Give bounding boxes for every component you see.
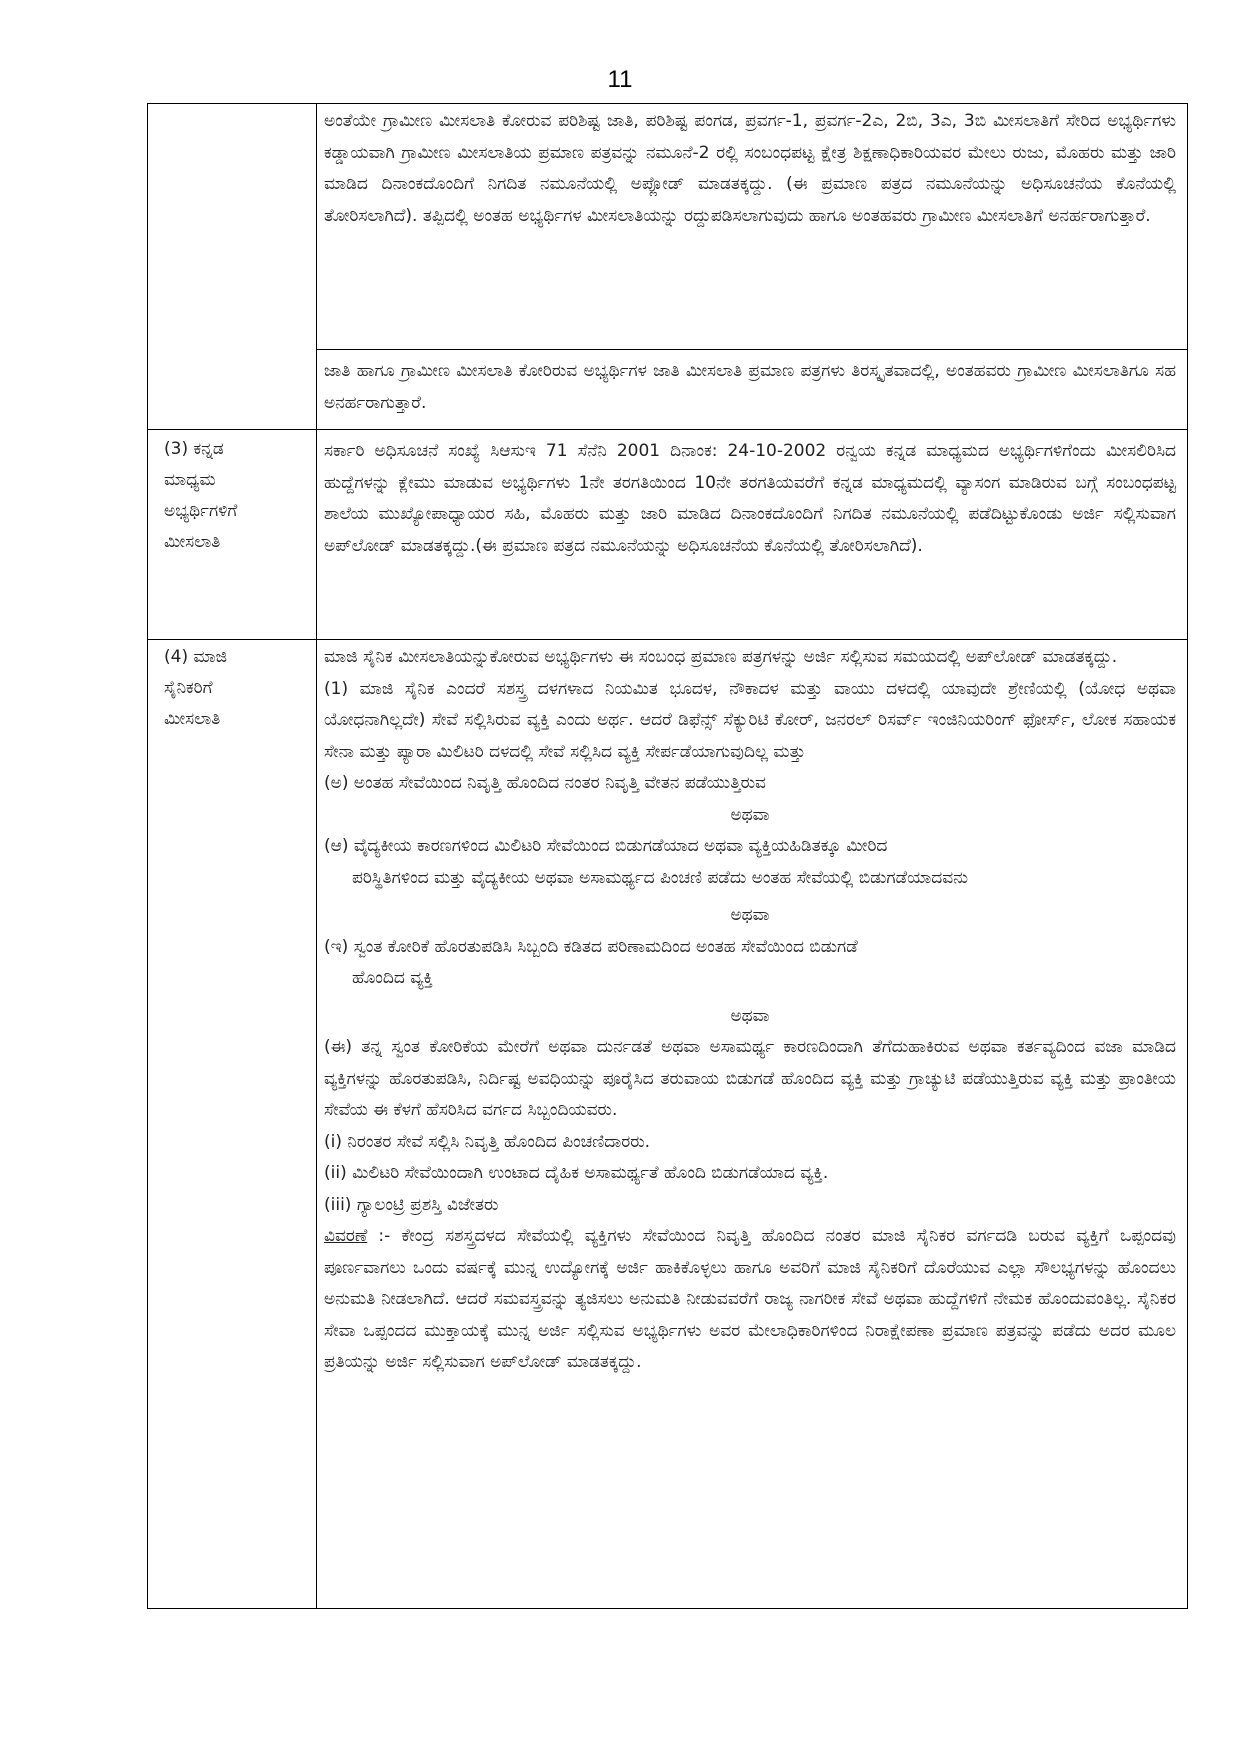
label-line: ಮೀಸಲಾತಿ: [164, 532, 221, 552]
clause-a: (ಅ) ಅಂತಹ ಸೇವೆಯಿಂದ ನಿವೃತ್ತಿ ಹೊಂದಿದ ನಂತರ ನಿವೃತ್ತಿ ವೇತನ ಪಡೆಯುತ್ತಿರುವ: [324, 773, 766, 793]
rejection-note-cell: [324, 356, 1176, 419]
sub-row-divider: [316, 349, 1187, 350]
or-separator: ಅಥವಾ: [730, 1005, 770, 1026]
or-separator: ಅಥವಾ: [730, 905, 770, 925]
roman-item: (i) ನಿರಂತರ ಸೇವೆ ಸಲ್ಲಿಸಿ ನಿವೃತ್ತಿ ಹೊಂದಿದ ಪಿಂಚಣಿದಾರರು.: [324, 1131, 651, 1152]
clause-i: (ಇ) ಸ್ವಂತ ಕೋರಿಕೆ ಹೊರತುಪಡಿಸಿ ಸಿಬ್ಬಂದಿ ಕಡಿತದ ಪರಿಣಾಮದಿಂದ ಅಂತಹ ಸೇವೆಯಿಂದ ಬಿಡುಗಡೆ: [324, 936, 858, 957]
roman-item: (ii) ಮಿಲಿಟರಿ ಸೇವೆಯಿಂದಾಗಿ ಉಂಟಾದ ದೈಹಿಕ ಅಸಾಮರ್ಥ್ಯತೆ ಹೊಂದಿ ಬಿಡುಗಡೆಯಾದ ವ್ಯಕ್ತಿ.: [324, 1163, 829, 1183]
clause-aa: (ಆ) ವೈದ್ಯಕೀಯ ಕಾರಣಗಳಿಂದ ಮಿಲಿಟರಿ ಸೇವೆಯಿಂದ ಬಿಡುಗಡೆಯಾದ ಅಥವಾ ವ್ಯಕ್ತಿಯಹಿಡಿತಕ್ಕೂ ಮೀರಿದ: [324, 836, 888, 856]
label-line: ಸೈನಿಕರಿಗೆ: [164, 678, 213, 698]
ex-servicemen-label: [164, 642, 314, 735]
label-line: ಮೀಸಲಾತಿ: [164, 709, 221, 729]
clause-i-continued: ಹೊಂದಿದ ವ್ಯಕ್ತಿ: [352, 968, 433, 988]
column-divider: [316, 104, 317, 1608]
kannada-medium-label: [164, 434, 314, 558]
ex-servicemen-cell: [324, 642, 1176, 1379]
row-divider: [148, 429, 1187, 430]
ex-servicemen-intro: ಮಾಜಿ ಸೈನಿಕ ಮೀಸಲಾತಿಯನ್ನುಕೋರುವ ಅಭ್ಯರ್ಥಿಗಳು ಈ ಸಂಬಂಧ ಪ್ರಮಾಣ ಪತ್ರಗಳನ್ನು ಅರ್ಜಿ ಸಲ್ಲಿಸುವ ಸಮಯದಲ್ಲಿ ಅಪ್‌ಲೋಡ್ ಮಾಡತಕ್ಕದ್ದು.: [324, 647, 1118, 667]
rejection-note-paragraph: ಜಾತಿ ಹಾಗೂ ಗ್ರಾಮೀಣ ಮೀಸಲಾತಿ ಕೋರಿರುವ ಅಭ್ಯರ್ಥಿಗಳ ಜಾತಿ ಮೀಸಲಾತಿ ಪ್ರಮಾಣ ಪತ್ರಗಳು ತಿರಸ್ಕೃತವಾದಲ್ಲಿ, ಅಂತಹವರು ಗ್ರಾಮೀಣ ಮೀಸಲಾತಿಗೂ ಸಹ ಅನರ್ಹರಾಗುತ್ತಾರೆ.: [324, 361, 1176, 413]
clause-ii: (ಈ) ತನ್ನ ಸ್ವಂತ ಕೋರಿಕೆಯ ಮೇರೆಗೆ ಅಥವಾ ದುರ್ನಡತೆ ಅಥವಾ ಅಸಾಮರ್ಥ್ಯ ಕಾರಣದಿಂದಾಗಿ ತೆಗೆದುಹಾಕಿರುವ ಅಥವಾ ಕರ್ತವ್ಯದಿಂದ ವಜಾ ಮಾಡಿದ ವ್ಯಕ್ತಿಗಳನ್ನು ಹೊರತುಪಡಿಸಿ, ನಿರ್ದಿಷ್ಟ ಅವಧಿಯನ್ನು ಪೂರೈಸಿದ ತರುವಾಯ ಬಿಡುಗಡೆ ಹೊಂದಿದ ವ್ಯಕ್ತಿ ಮತ್ತು ಗ್ರಾಚ್ಯುಟಿ ಪಡೆಯುತ್ತಿರುವ ವ್ಯಕ್ತಿ ಮತ್ತು ಪ್ರಾಂತೀಯ ಸೇವೆಯ ಈ ಕೆಳಗೆ ಹೆಸರಿಸಿದ ವರ್ಗದ ಸಿಬ್ಬಂದಿಯವರು.: [324, 1037, 1176, 1120]
rural-reservation-paragraph: ಅಂತೆಯೇ ಗ್ರಾಮೀಣ ಮೀಸಲಾತಿ ಕೋರುವ ಪರಿಶಿಷ್ಟ ಜಾತಿ, ಪರಿಶಿಷ್ಟ ಪಂಗಡ, ಪ್ರವರ್ಗ-1, ಪ್ರವರ್ಗ-2ಎ, 2ಬಿ, 3ಎ, 3ಬಿ ಮೀಸಲಾತಿಗೆ ಸೇರಿದ ಅಭ್ಯರ್ಥಿಗಳು ಕಡ್ಡಾಯವಾಗಿ ಗ್ರಾಮೀಣ ಮೀಸಲಾತಿಯ ಪ್ರಮಾಣ ಪತ್ರವನ್ನು ನಮೂನೆ-2 ರಲ್ಲಿ ಸಂಬಂಧಪಟ್ಟ ಕ್ಷೇತ್ರ ಶಿಕ್ಷಣಾಧಿಕಾರಿಯವರ ಮೇಲು ರುಜು, ಮೊಹರು ಮತ್ತು ಜಾರಿ ಮಾಡಿದ ದಿನಾಂಕದೊಂದಿಗೆ ನಿಗದಿತ ನಮೂನೆಯಲ್ಲಿ ಅಪ್ಲೋಡ್ ಮಾಡತಕ್ಕದ್ದು. (ಈ ಪ್ರಮಾಣ ಪತ್ರದ ನಮೂನೆಯನ್ನು ಅಧಿಸೂಚನೆಯ ಕೊನೆಯಲ್ಲಿ ತೋರಿಸಲಾಗಿದೆ). ತಪ್ಪಿದಲ್ಲಿ ಅಂತಹ ಅಭ್ಯರ್ಥಿಗಳ ಮೀಸಲಾತಿಯನ್ನು ರದ್ದುಪಡಿಸಲಾಗುವುದು ಹಾಗೂ ಅಂತಹವರು ಗ್ರಾಮೀಣ ಮೀಸಲಾತಿಗೆ ಅನರ್ಹರಾಗುತ್ತಾರೆ.: [324, 111, 1176, 226]
or-separator: ಅಥವಾ: [730, 804, 770, 825]
kannada-medium-cell: [324, 436, 1176, 562]
label-line: (3) ಕನ್ನಡ: [164, 439, 224, 459]
explanation-label: ವಿವರಣೆ: [324, 1226, 368, 1246]
explanation-paragraph: [324, 1221, 1176, 1379]
ex-servicemen-definition: (1) ಮಾಜಿ ಸೈನಿಕ ಎಂದರೆ ಸಶಸ್ತ್ರ ದಳಗಳಾದ ನಿಯಮಿತ ಭೂದಳ, ನೌಕಾದಳ ಮತ್ತು ವಾಯು ದಳದಲ್ಲಿ ಯಾವುದೇ ಶ್ರೇಣಿಯಲ್ಲಿ (ಯೋಧ ಅಥವಾ ಯೋಧನಾಗಿಲ್ಲದೇ) ಸೇವೆ ಸಲ್ಲಿಸಿರುವ ವ್ಯಕ್ತಿ ಎಂದು ಅರ್ಥ. ಆದರೆ ಡಿಫೆನ್ಸ್ ಸೆಕ್ಯುರಿಟಿ ಕೋರ್, ಜನರಲ್ ರಿಸರ್ವ್ ಇಂಜಿನಿಯರಿಂಗ್ ಫೋರ್ಸ್, ಲೋಕ ಸಹಾಯಕ ಸೇನಾ ಮತ್ತು ಪ್ಯಾರಾ ಮಿಲಿಟರಿ ದಳದಲ್ಲಿ ಸೇವೆ ಸಲ್ಲಿಸಿದ ವ್ಯಕ್ತಿ ಸೇರ್ಪಡೆಯಾಗುವುದಿಲ್ಲ ಮತ್ತು: [324, 678, 1176, 762]
page-number: 11: [607, 66, 633, 93]
roman-item: (iii) ಗ್ಯಾಲಂಟ್ರಿ ಪ್ರಶಸ್ತಿ ವಿಜೇತರು: [324, 1194, 499, 1215]
label-line: ಮಾಧ್ಯಮ: [164, 470, 216, 490]
reservation-table: [147, 103, 1188, 1609]
row-divider: [148, 639, 1187, 640]
clause-aa-continued: ಪರಿಸ್ಥಿತಿಗಳಿಂದ ಮತ್ತು ವೈದ್ಯಕೀಯ ಅಥವಾ ಅಸಾಮರ್ಥ್ಯದ ಪಿಂಚಣಿ ಪಡೆದು ಅಂತಹ ಸೇವೆಯಲ್ಲಿ ಬಿಡುಗಡೆಯಾದವನು: [352, 867, 969, 888]
kannada-medium-paragraph: ಸರ್ಕಾರಿ ಅಧಿಸೂಚನೆ ಸಂಖ್ಯೆ ಸಿಆಸುಇ 71 ಸೆನೆನಿ 2001 ದಿನಾಂಕ: 24-10-2002 ರನ್ವಯ ಕನ್ನಡ ಮಾಧ್ಯಮದ ಅಭ್ಯರ್ಥಿಗಳಿಗೆಂದು ಮೀಸಲಿರಿಸಿದ ಹುದ್ದೆಗಳನ್ನು ಕ್ಲೇಮು ಮಾಡುವ ಅಭ್ಯರ್ಥಿಗಳು 1ನೇ ತರಗತಿಯಿಂದ 10ನೇ ತರಗತಿಯವರೆಗೆ ಕನ್ನಡ ಮಾಧ್ಯಮದಲ್ಲಿ ವ್ಯಾಸಂಗ ಮಾಡಿರುವ ಬಗ್ಗೆ ಸಂಬಂಧಪಟ್ಟ ಶಾಲೆಯ ಮುಖ್ಯೋಪಾಧ್ಯಾಯರ ಸಹಿ, ಮೊಹರು ಮತ್ತು ಜಾರಿ ಮಾಡಿದ ದಿನಾಂಕದೊಂದಿಗೆ ನಿಗದಿತ ನಮೂನೆಯಲ್ಲಿ ಪಡೆದಿಟ್ಟುಕೊಂಡು ಅರ್ಜಿ ಸಲ್ಲಿಸುವಾಗ ಅಪ್‌ಲೋಡ್ ಮಾಡತಕ್ಕದ್ದು.(ಈ ಪ್ರಮಾಣ ಪತ್ರದ ನಮೂನೆಯನ್ನು ಅಧಿಸೂಚನೆಯ ಕೊನೆಯಲ್ಲಿ ತೋರಿಸಲಾಗಿದೆ).: [324, 441, 1176, 556]
label-line: (4) ಮಾಜಿ: [164, 647, 228, 667]
rural-reservation-cell: [324, 106, 1176, 232]
label-line: ಅಭ್ಯರ್ಥಿಗಳಿಗೆ: [164, 501, 238, 521]
explanation-text: :- ಕೇಂದ್ರ ಸಶಸ್ತ್ರದಳದ ಸೇವೆಯಲ್ಲಿ ವ್ಯಕ್ತಿಗಳು ಸೇವೆಯಿಂದ ನಿವೃತ್ತಿ ಹೊಂದಿದ ನಂತರ ಮಾಜಿ ಸೈನಿಕರ ವರ್ಗದಡಿ ಬರುವ ವ್ಯಕ್ತಿಗೆ ಒಪ್ಪಂದವು ಪೂರ್ಣವಾಗಲು ಒಂದು ವರ್ಷಕ್ಕೆ ಮುನ್ನ ಉದ್ಯೋಗಕ್ಕೆ ಅರ್ಜಿ ಹಾಕಿಕೊಳ್ಳಲು ಹಾಗೂ ಅವರಿಗೆ ಮಾಜಿ ಸೈನಿಕರಿಗೆ ದೊರೆಯುವ ಎಲ್ಲಾ ಸೌಲಭ್ಯಗಳನ್ನು ಹೊಂದಲು ಅನುಮತಿ ನೀಡಲಾಗಿದೆ. ಆದರೆ ಸಮವಸ್ತ್ರವನ್ನು ತ್ಯಜಿಸಲು ಅನುಮತಿ ನೀಡುವವರೆಗೆ ರಾಜ್ಯ ನಾಗರೀಕ ಸೇವೆ ಅಥವಾ ಹುದ್ದೆಗಳಿಗೆ ನೇಮಕ ಹೊಂದುವಂತಿಲ್ಲ. ಸೈನಿಕರ ಸೇವಾ ಒಪ್ಪಂದದ ಮುಕ್ತಾಯಕ್ಕೆ ಮುನ್ನ ಅರ್ಜಿ ಸಲ್ಲಿಸುವ ಅಭ್ಯರ್ಥಿಗಳು ಅವರ ಮೇಲಾಧಿಕಾರಿಗಳಿಂದ ನಿರಾಕ್ಷೇಪಣಾ ಪ್ರಮಾಣ ಪತ್ರವನ್ನು ಪಡೆದು ಅದರ ಮೂಲ ಪ್ರತಿಯನ್ನು ಅರ್ಜಿ ಸಲ್ಲಿಸುವಾಗ ಅಪ್‌ಲೋಡ್ ಮಾಡತಕ್ಕದ್ದು.: [324, 1226, 1176, 1372]
